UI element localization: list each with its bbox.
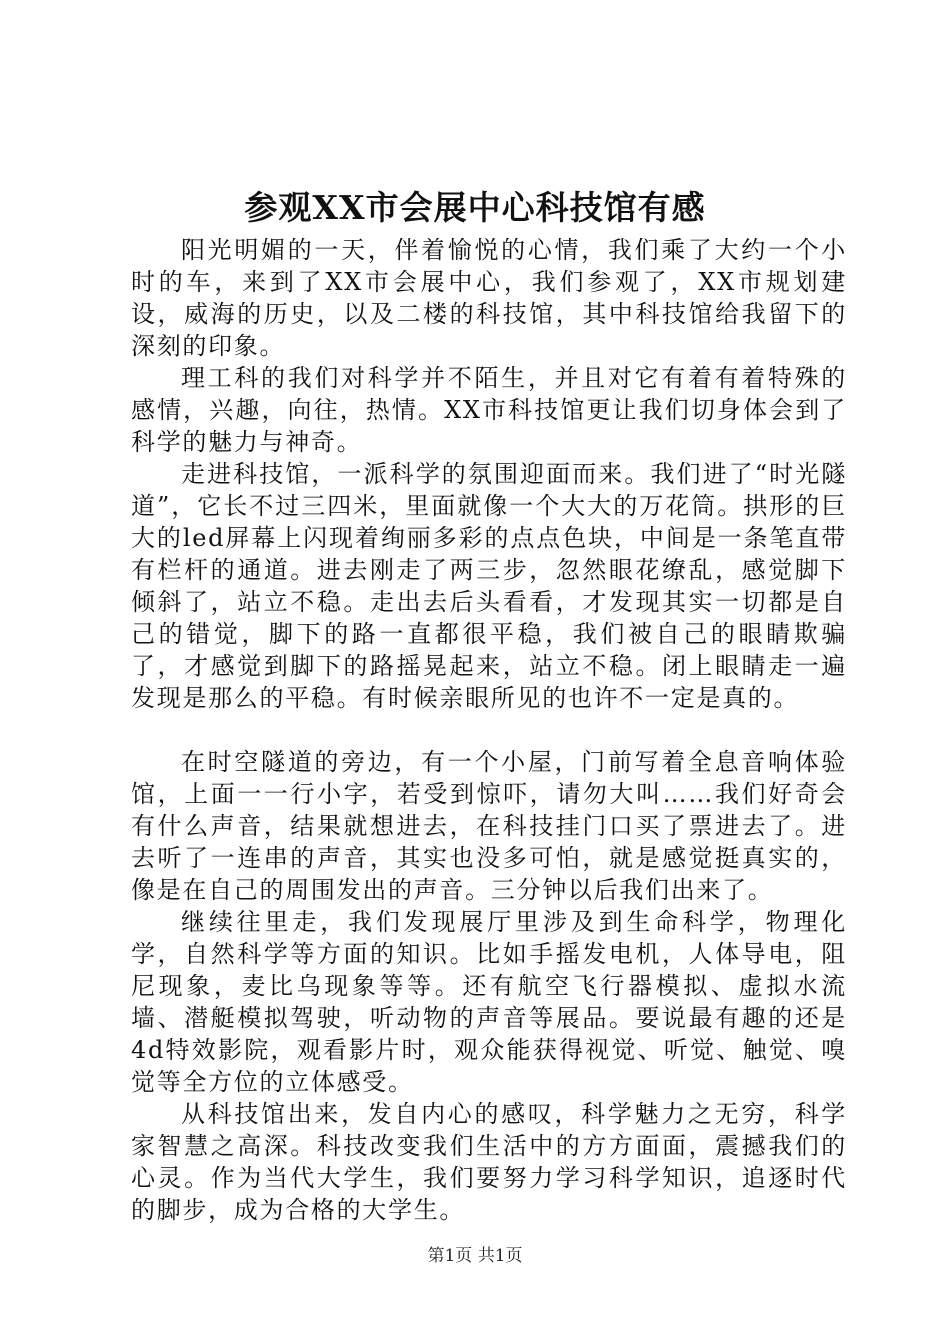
page-footer: 第1页 共1页	[427, 1246, 523, 1266]
paragraph-1: 阳光明媚的一天，伴着愉悦的心情，我们乘了大约一个小时的车，来到了XX市会展中心，我们参观了，XX市规划建设，威海的历史，以及二楼的科技馆，其中科技馆给我留下的深刻的印象。	[131, 236, 847, 360]
paragraph-6: 从科技馆出来，发自内心的感叹，科学魅力之无穷，科学家智慧之高深。科技改变我们生活中的方方面面，震撼我们的心灵。作为当代大学生，我们要努力学习科学知识，追逐时代的脚步，成为合格的大学生。	[131, 1100, 847, 1224]
document-body	[131, 234, 847, 1226]
paragraph-3: 走进科技馆，一派科学的氛围迎面而来。我们进了“时光隧道”，它长不过三四米，里面就像一个大大的万花筒。拱形的巨大的led屏幕上闪现着绚丽多彩的点点色块，中间是一条笔直带有栏杆的通道。进去刚走了两三步，忽然眼花缭乱，感觉脚下倾斜了，站立不稳。走出去后头看看，才发现其实一切都是自己的错觉，脚下的路一直都很平稳，我们被自己的眼睛欺骗了，才感觉到脚下的路摇晃起来，站立不稳。闭上眼睛走一遍发现是那么的平稳。有时候亲眼所见的也许不一定是真的。	[131, 460, 847, 712]
paragraph-4: 在时空隧道的旁边，有一个小屋，门前写着全息音响体验馆，上面一一行小字，若受到惊吓，请勿大叫……我们好奇会有什么声音，结果就想进去，在科技挂门口买了票进去了。进去听了一连串的声音，其实也没多可怕，就是感觉挺真实的，像是在自己的周围发出的声音。三分钟以后我们出来了。	[131, 748, 847, 904]
paragraph-2: 理工科的我们对科学并不陌生，并且对它有着有着特殊的感情，兴趣，向往，热情。XX市科技馆更让我们切身体会到了科学的魅力与神奇。	[131, 364, 847, 456]
paragraph-5: 继续往里走，我们发现展厅里涉及到生命科学，物理化学，自然科学等方面的知识。比如手摇发电机，人体导电，阻尼现象，麦比乌现象等等。还有航空飞行器模拟、虚拟水流墙、潜艇模拟驾驶，听动物的声音等展品。要说最有趣的还是4d特效影院，观看影片时，观众能获得视觉、听觉、触觉、嗅觉等全方位的立体感受。	[131, 908, 847, 1096]
document-title: 参观XX市会展中心科技馆有感	[244, 188, 706, 227]
